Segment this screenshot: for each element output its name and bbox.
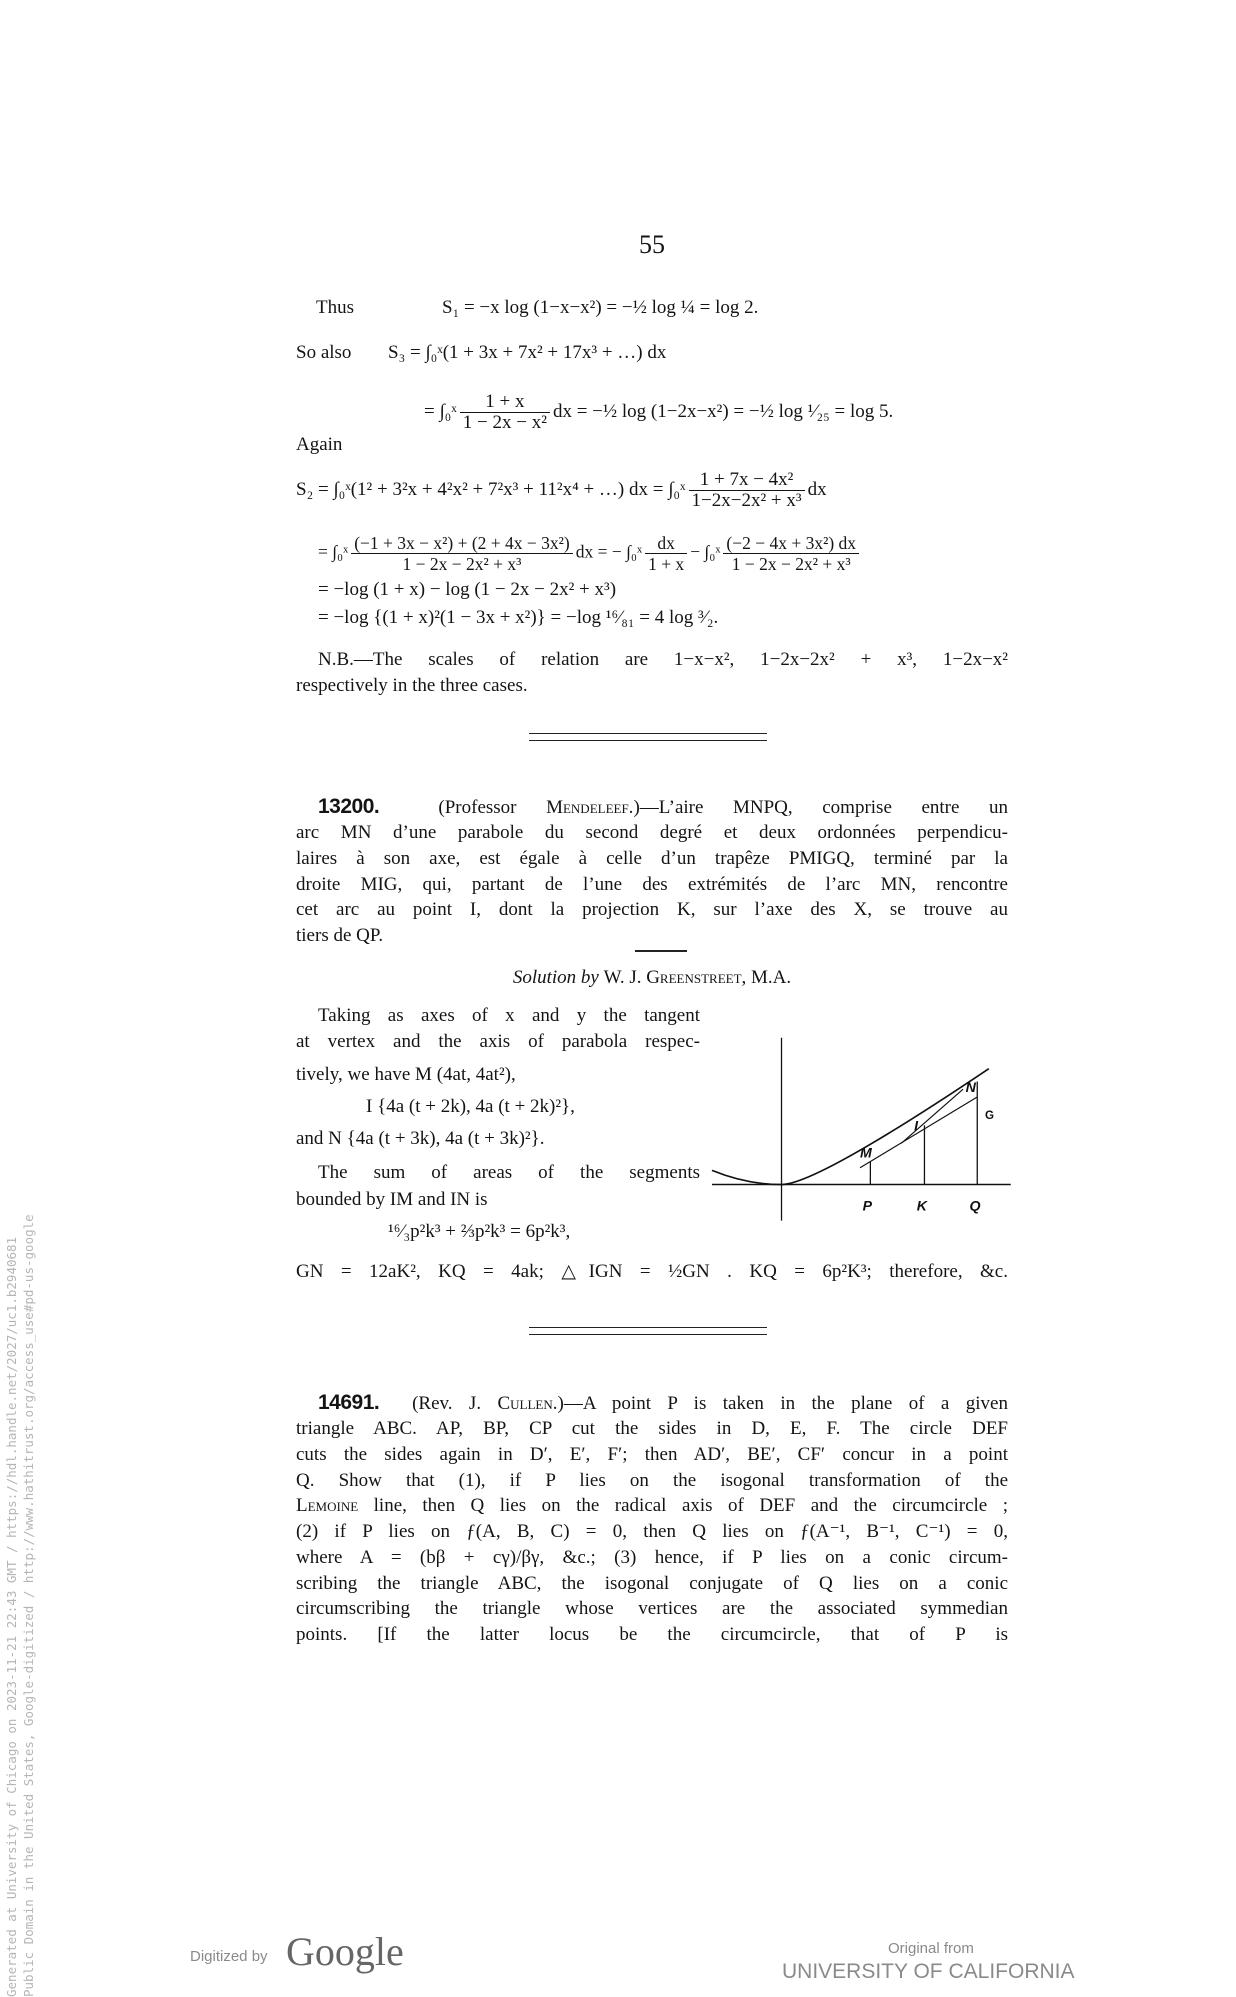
solution-byline <box>296 965 1008 991</box>
solution-line: bounded by IM and IN is <box>296 1189 488 1210</box>
author-name: Cullen. <box>497 1393 558 1414</box>
question-line: circumscribing the triangle whose vertices are the associated symmedian <box>296 1598 1008 1619</box>
eq-prefix: = ∫₀ˣ <box>424 400 457 422</box>
parabola-curve <box>712 1069 989 1185</box>
question-line: droite MIG, qui, partant de l’une des extrémités de l’arc MN, rencontre <box>296 874 1008 895</box>
eq-middle: − ∫₀ˣ <box>690 541 721 562</box>
denominator: 1 − 2x − 2x² + x³ <box>723 553 859 574</box>
question-line: tiers de QP. <box>296 925 384 946</box>
equation-s3-line1: S₃ = ∫₀ˣ(1 + 3x + 7x² + 17x³ + …) dx <box>388 342 667 363</box>
question-line: Q. Show that (1), if P lies on the isogonal transformation of the <box>296 1470 1008 1491</box>
equation-s2-line1 <box>296 470 827 511</box>
lemoine-name: Lemoine <box>296 1495 359 1516</box>
solver-name: W. J. Greenstreet, M.A. <box>603 967 792 988</box>
eq-prefix: S₂ = ∫₀ˣ(1² + 3²x + 4²x² + 7²x³ + 11²x⁴ + …) dx = ∫₀ˣ <box>296 478 686 500</box>
solution-line: The sum of areas of the segments <box>318 1162 700 1183</box>
equation-s2-line3: = −log (1 + x) − log (1 − 2x − 2x² + x³) <box>318 579 617 600</box>
question-number: 13200. <box>318 795 380 818</box>
numerator: 1 + 7x − 4x² <box>699 469 794 490</box>
label-M: M <box>860 1145 872 1162</box>
label-P: P <box>862 1198 873 1215</box>
line-MIG <box>860 1097 977 1168</box>
numerator: (−1 + 3x − x²) + (2 + 4x − 3x²) <box>354 533 570 553</box>
eq-prefix: = ∫₀ˣ <box>318 541 349 562</box>
question-line: cuts the sides again in D′, E′, F′; then AD′, BE′, CF′ concur in a point <box>296 1444 1008 1465</box>
question-14691-header <box>296 1390 1008 1416</box>
denominator: 1 − 2x − 2x² + x³ <box>351 553 573 574</box>
solution-line: tively, we have M (4at, 4at²), <box>296 1064 516 1085</box>
label-I: I <box>914 1118 919 1135</box>
question-number: 14691. <box>318 1391 380 1414</box>
solution-line: and N {4a (t + 3k), 4a (t + 3k)²}. <box>296 1128 545 1149</box>
line-IN <box>901 1089 963 1143</box>
question-line: points. [If the latter locus be the circumcircle, that of P is <box>296 1624 1008 1645</box>
page-number: 55 <box>639 230 665 259</box>
again-label: Again <box>296 434 343 455</box>
author-prefix: (Rev. J. <box>412 1393 498 1414</box>
question-13200-header <box>296 794 1008 820</box>
denominator: 1−2x−2x² + x³ <box>689 490 805 511</box>
section-divider <box>529 1327 767 1335</box>
solution-line: I {4a (t + 2k), 4a (t + 2k)²}, <box>366 1096 575 1117</box>
so-also-label: So also <box>296 342 352 363</box>
section-divider <box>529 733 767 741</box>
watermark-line: Public Domain in the United States, Google-digitized / http://www.hathitrust.org/access_use#pd-us-google <box>21 1214 36 1997</box>
label-N: N <box>965 1079 976 1096</box>
hathitrust-watermark <box>3 1017 37 1997</box>
fraction <box>460 392 550 433</box>
question-line: where A = (bβ + cγ)/βγ, &c.; (3) hence, if P lies on a conic circum- <box>296 1547 1008 1568</box>
eq-suffix: dx = −½ log (1−2x−x²) = −½ log ¹⁄₂₅ = log 5. <box>552 400 894 422</box>
nb-line-1: N.B.—The scales of relation are 1−x−x², 1−2x−2x² + x³, 1−2x−x² <box>318 649 1008 670</box>
nb-line-2: respectively in the three cases. <box>296 675 528 696</box>
denominator: 1 − 2x − x² <box>460 412 550 433</box>
denominator: 1 + x <box>645 553 687 574</box>
question-line: (2) if P lies on ƒ(A, B, C) = 0, then Q lies on ƒ(A⁻¹, B⁻¹, C⁻¹) = 0, <box>296 1521 1008 1542</box>
question-line: triangle ABC. AP, BP, CP cut the sides in D, E, F. The circle DEF <box>296 1418 1008 1439</box>
label-G: G <box>984 1109 994 1122</box>
question-line: cet arc au point I, dont la projection K, sur l’axe des X, se trouve au <box>296 899 1008 920</box>
thus-label: Thus <box>316 297 354 318</box>
solution-final-line: GN = 12aK², KQ = 4ak; △IGN = ½GN . KQ = 6p²K³; therefore, &c. <box>296 1261 1008 1282</box>
short-rule <box>635 950 687 952</box>
question-line: scribing the triangle ABC, the isogonal conjugate of Q lies on a conic <box>296 1573 1008 1594</box>
equation-s2-line4: = −log {(1 + x)²(1 − 3x + x²)} = −log ¹⁶⁄₈₁ = 4 log ³⁄₂. <box>318 607 719 628</box>
author-prefix: (Professor <box>438 797 547 818</box>
solution-line: Taking as axes of x and y the tangent <box>318 1005 700 1026</box>
fraction <box>689 470 805 511</box>
numerator: 1 + x <box>485 391 525 412</box>
solution-line: at vertex and the axis of parabola respec- <box>296 1031 700 1052</box>
original-from-label: Original from <box>888 1940 974 1957</box>
google-logo: Google <box>286 1929 404 1974</box>
question-line <box>296 1493 1008 1519</box>
question-text: line, then Q lies on the radical axis of DEF and the circumcircle ; <box>358 1495 1008 1516</box>
author-name: Mendeleef. <box>546 797 634 818</box>
solution-line: ¹⁶⁄₃p²k³ + ⅔p²k³ = 6p²k³, <box>388 1221 571 1242</box>
fraction <box>723 533 859 574</box>
institution-label: UNIVERSITY OF CALIFORNIA <box>782 1960 1075 1983</box>
question-line: laires à son axe, est égale à celle d’un trapêze PMIGQ, terminé par la <box>296 848 1008 869</box>
numerator: dx <box>657 533 675 553</box>
label-Q: Q <box>969 1198 981 1215</box>
label-K: K <box>916 1198 927 1215</box>
digitized-by-label: Digitized by <box>190 1948 268 1965</box>
eq-suffix: dx <box>807 478 827 500</box>
question-text: )—L’aire MNPQ, comprise entre un <box>633 797 1008 818</box>
numerator: (−2 − 4x + 3x²) dx <box>726 533 857 553</box>
fraction <box>351 533 573 574</box>
equation-s3-line2 <box>424 392 893 433</box>
question-line: arc MN d’une parabole du second degré et deux ordonnées perpendicu- <box>296 822 1008 843</box>
eq-middle: dx = − ∫₀ˣ <box>575 541 643 562</box>
parabola-diagram <box>700 1030 1020 1230</box>
fraction <box>645 533 687 574</box>
question-text: )—A point P is taken in the plane of a given <box>557 1393 1008 1414</box>
equation-s1: S₁ = −x log (1−x−x²) = −½ log ¼ = log 2. <box>442 297 759 318</box>
equation-s2-line2 <box>318 533 862 574</box>
solution-by-label: Solution by <box>512 967 599 988</box>
watermark-line: Generated at University of Chicago on 2023-11-21 22:43 GMT / https://hdl.handle.net/2027/uc1.b2940681 <box>4 1236 19 1997</box>
